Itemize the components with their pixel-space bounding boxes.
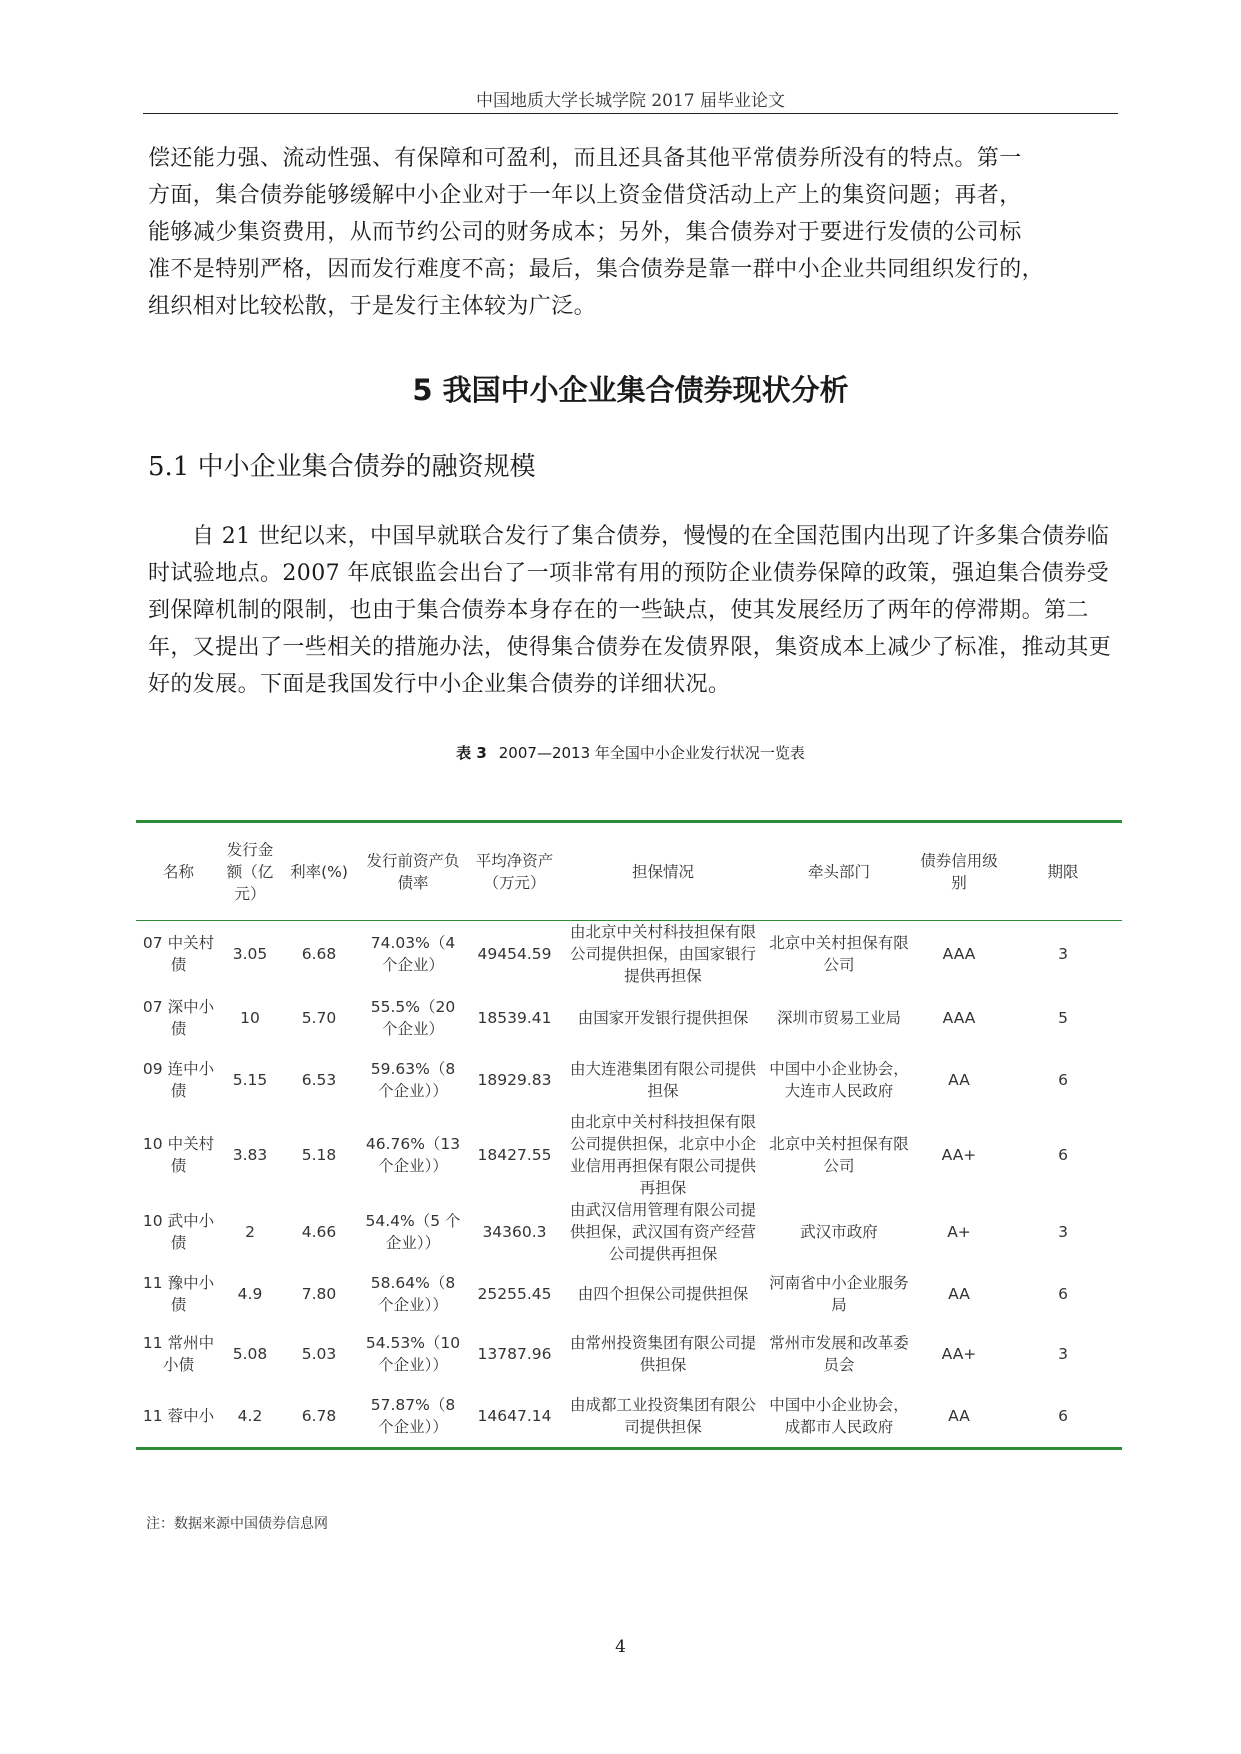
- page-number: 4: [615, 1637, 626, 1657]
- table-cell: 2: [245, 1223, 255, 1241]
- header-cell: 牵头部门: [764, 822, 914, 921]
- table-cell: 55.5%（20 个企业）: [370, 997, 456, 1038]
- table-cell: 57.87%（8 个企业））: [359, 1385, 467, 1448]
- table-cell: 4.2: [221, 1385, 279, 1448]
- table-cell: 11 蓉中小: [136, 1385, 221, 1448]
- table-row: [136, 921, 1122, 988]
- paragraph-line: 方面，集合债券能够缓解中小企业对于一年以上资金借贷活动上产上的集资问题；再者，: [148, 183, 1022, 208]
- bond-issuance-table: [136, 820, 1122, 1450]
- table-cell: 由北京中关村科技担保有限公司提供担保，由国家银行提供再担保: [569, 923, 756, 985]
- table-cell: 由四个担保公司提供担保: [577, 1284, 749, 1303]
- table-cell: 11 豫中小债: [142, 1273, 215, 1314]
- header-cell: 发行前资产负债率: [359, 822, 467, 921]
- table-cell: 3: [1058, 945, 1068, 963]
- header-cell: 担保情况: [562, 822, 764, 921]
- header-rule: [143, 113, 1118, 114]
- table-caption-label: 表 3: [456, 744, 487, 762]
- table-cell: 4.9: [237, 1284, 263, 1303]
- table-cell: 54.4%（5 个企业））: [365, 1212, 461, 1252]
- table-cell: 由常州投资集团有限公司提供担保: [569, 1333, 756, 1374]
- table-cell: AA: [948, 1070, 970, 1089]
- table-row: [136, 987, 1122, 1048]
- table-cell: 58.64%（8 个企业））: [370, 1273, 456, 1314]
- paragraph-line: 偿还能力强、流动性强、有保障和可盈利，而且还具备其他平常债券所没有的特点。第一: [148, 146, 1022, 171]
- table-cell: 10: [240, 1008, 260, 1027]
- table-cell: 6: [1004, 1385, 1122, 1448]
- running-header: 中国地质大学长城学院 2017 届毕业论文: [475, 91, 786, 111]
- paragraph-line: 准不是特别严格，因而发行难度不高；最后，集合债券是靠一群中小企业共同组织发行的，: [148, 257, 1045, 282]
- table-cell: 3.83: [232, 1146, 268, 1164]
- table-cell: 北京中关村担保有限公司: [769, 934, 909, 974]
- table-cell: 18539.41: [477, 1008, 552, 1027]
- table-cell: 07 中关村债: [142, 934, 215, 974]
- table-cell: 常州市发展和改革委员会: [769, 1333, 909, 1374]
- table-cell: 河南省中小企业服务局: [769, 1273, 909, 1314]
- table-note: 注：数据来源中国债券信息网: [146, 1516, 328, 1532]
- paragraph-line: 组织相对比较松散，于是发行主体较为广泛。: [148, 294, 597, 319]
- table-cell: 5: [1058, 1008, 1068, 1027]
- section-title: 5 我国中小企业集合债券现状分析: [412, 373, 849, 407]
- table-cell: AAA: [942, 945, 976, 963]
- table-cell: 46.76%（13 个企业））: [365, 1135, 461, 1175]
- table-cell: 深圳市贸易工业局: [776, 1008, 901, 1027]
- table-cell: 3: [1058, 1223, 1068, 1241]
- table-caption-text: 2007—2013 年全国中小企业发行状况一览表: [498, 744, 805, 762]
- header-cell: 利率(%): [279, 822, 359, 921]
- table-cell: A+: [947, 1223, 971, 1241]
- table-row: [136, 1199, 1122, 1265]
- table-cell: 6.78: [279, 1385, 359, 1448]
- table-cell: 13787.96: [477, 1344, 552, 1363]
- header-cell: 名称: [136, 822, 221, 921]
- subsection-title: 5.1 中小企业集合债券的融资规模: [148, 452, 536, 482]
- table-cell: 3.05: [232, 945, 268, 963]
- table-cell: 25255.45: [477, 1284, 552, 1303]
- table-cell: 11 常州中小债: [142, 1333, 215, 1374]
- header-cell: 期限: [1004, 822, 1122, 921]
- table-cell: 07 深中小债: [142, 997, 215, 1038]
- table-row: [136, 1265, 1122, 1322]
- table-cell: 中国中小企业协会，成都市人民政府: [764, 1385, 914, 1448]
- table-cell: AAA: [942, 1008, 976, 1027]
- table-cell: 由成都工业投资集团有限公司提供担保: [562, 1385, 764, 1448]
- table-header-row: [136, 822, 1122, 921]
- table-cell: AA: [948, 1284, 970, 1303]
- table-cell: AA: [914, 1385, 1004, 1448]
- table-cell: 北京中关村担保有限公司: [769, 1135, 909, 1175]
- table-body: [136, 921, 1122, 1449]
- table-cell: 6: [1058, 1146, 1068, 1164]
- table-cell: 18427.55: [477, 1146, 552, 1164]
- table-cell: 5.15: [232, 1070, 268, 1089]
- table-cell: 由大连港集团有限公司提供担保: [569, 1059, 756, 1100]
- table-cell: 14647.14: [467, 1385, 562, 1448]
- table-cell: 3: [1058, 1344, 1068, 1363]
- table-cell: 由武汉信用管理有限公司提供担保，武汉国有资产经营公司提供再担保: [569, 1201, 756, 1263]
- table-cell: 5.70: [301, 1008, 337, 1027]
- header-cell: 发行金额（亿元）: [221, 822, 279, 921]
- table-cell: 6: [1058, 1070, 1068, 1089]
- table-cell: 59.63%（8 个企业））: [370, 1059, 456, 1100]
- table-cell: 5.03: [301, 1344, 337, 1363]
- paragraph-text: 自 21 世纪以来，中国早就联合发行了集合债券，慢慢的在全国范围内出现了许多集合债券临时试验地点。2007 年底银监会出台了一项非常有用的预防企业债券保障的政策，强迫集合债券受到保障机制的限制，也由于集合债券本身存在的一些缺点，使其发展经历了两年的停滞期。第二年，又提出了一些相关的措施办法，使得集合债券在发债界限，集资成本上减少了标准，推动其更好的发展。下面是我国发行中小企业集合债券的详细状况。: [148, 524, 1112, 697]
- table-cell: AA+: [941, 1344, 977, 1363]
- table-cell: 中国中小企业协会，大连市人民政府: [769, 1059, 909, 1100]
- table-cell: 09 连中小债: [142, 1059, 215, 1100]
- table-cell: 49454.59: [477, 945, 552, 963]
- paragraph-scale: [148, 518, 1116, 703]
- table-row: [136, 1111, 1122, 1199]
- header-cell: 平均净资产（万元）: [467, 822, 562, 921]
- table-cell: 武汉市政府: [800, 1223, 878, 1241]
- table-cell: 6.68: [301, 945, 337, 963]
- table-cell: 54.53%（10 个企业））: [365, 1333, 461, 1374]
- table-caption: [143, 742, 1118, 763]
- table-cell: 6.53: [301, 1070, 337, 1089]
- table-cell: 74.03%（4 个企业）: [370, 934, 456, 974]
- table-cell: 5.18: [301, 1146, 337, 1164]
- table-cell: 7.80: [301, 1284, 337, 1303]
- table-cell: 由北京中关村科技担保有限公司提供担保，北京中小企业信用再担保有限公司提供再担保: [569, 1113, 756, 1197]
- table-cell: 由国家开发银行提供担保: [577, 1008, 749, 1027]
- table-cell: 5.08: [232, 1344, 268, 1363]
- table-cell: 18929.83: [477, 1070, 552, 1089]
- header-cell: 债券信用级别: [914, 822, 1004, 921]
- table-cell: 10 武中小债: [142, 1212, 215, 1252]
- table-row: [136, 1322, 1122, 1385]
- paragraph-line: 能够减少集资费用，从而节约公司的财务成本；另外，集合债券对于要进行发债的公司标: [148, 220, 1022, 245]
- table-cell: 6: [1058, 1284, 1068, 1303]
- table-cell: 10 中关村债: [142, 1135, 215, 1175]
- table-row: [136, 1048, 1122, 1111]
- table-cell: 4.66: [301, 1223, 337, 1241]
- table-cell: 34360.3: [482, 1223, 547, 1241]
- paragraph-intro: [148, 140, 1116, 325]
- table-row: [136, 1385, 1122, 1448]
- table-cell: AA+: [941, 1146, 977, 1164]
